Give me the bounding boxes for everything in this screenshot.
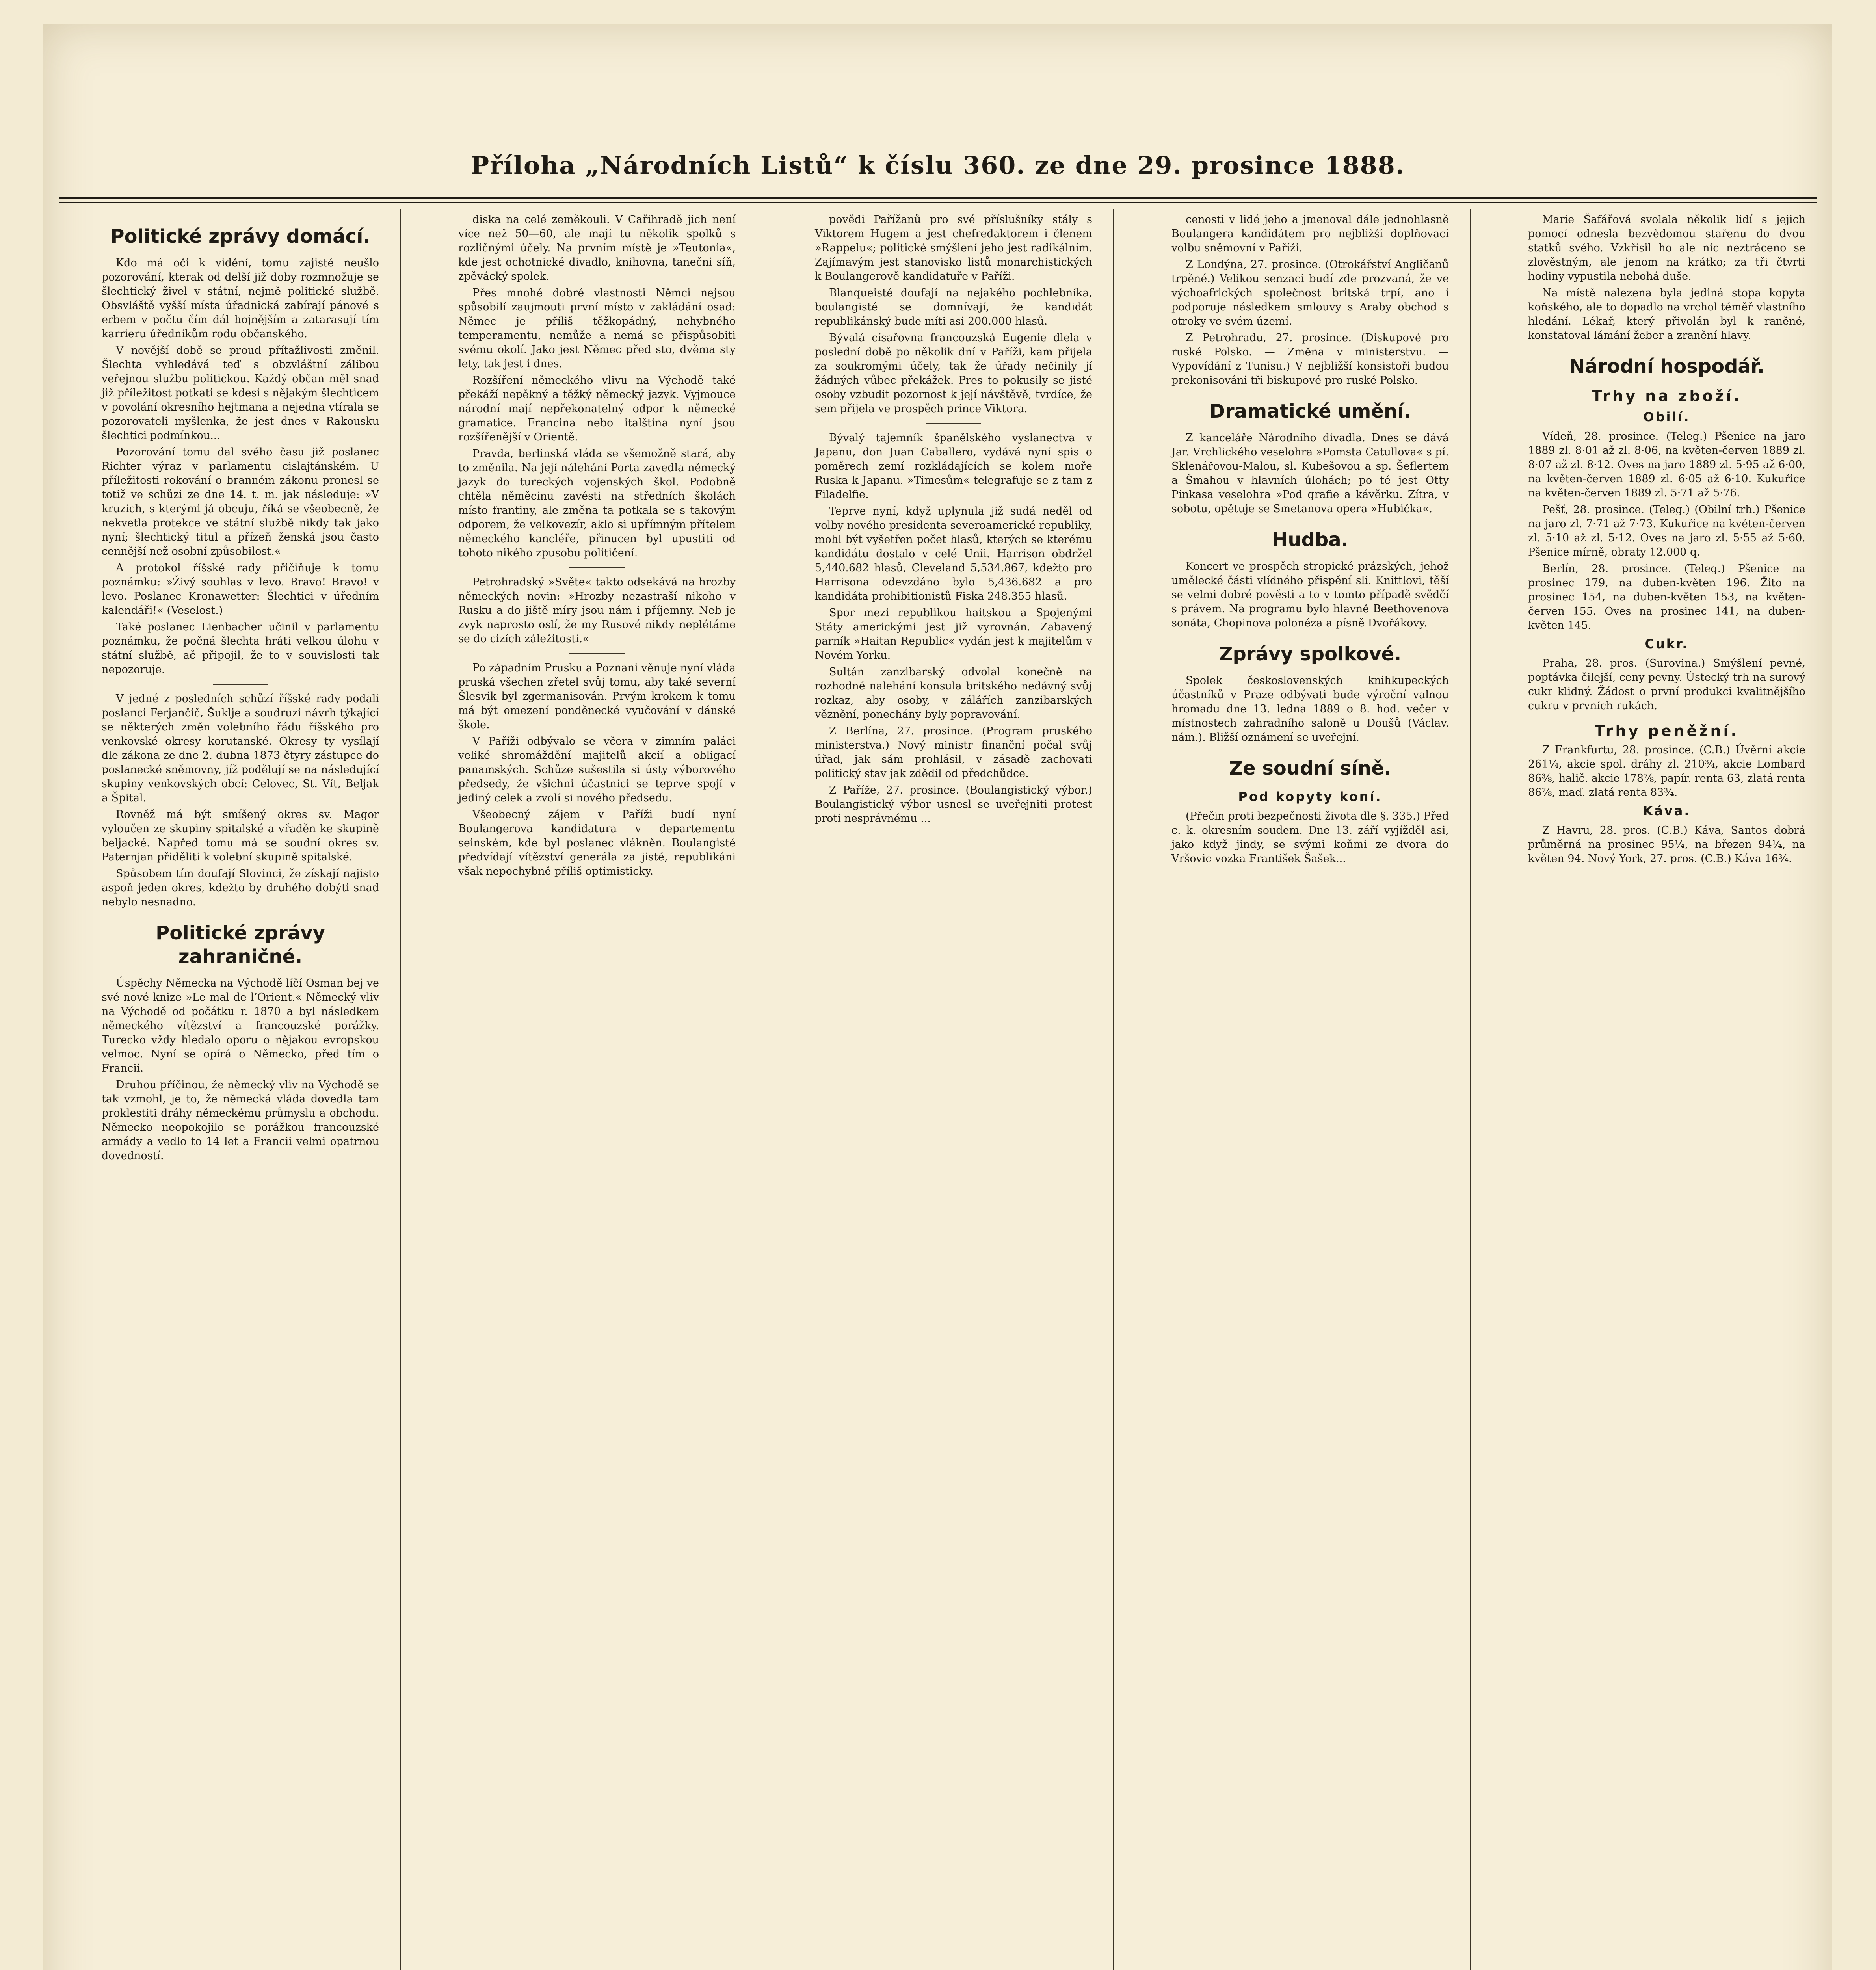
article-paragraph: Spolek československých knihkupeckých účastníků v Praze odbývati bude výroční valnou hromadu dne 13. ledna 1889 o 8. hod. večer v místnostech zahradního saloně u Doušů (Václav. nám.). Bližší oznámení se uveřejní. bbox=[1171, 675, 1449, 743]
column-divider bbox=[400, 209, 401, 1970]
article-paragraph: Z Havru, 28. pros. (C.B.) Káva, Santos dobrá průměrná na prosinec 95¼, na březen 94¼, na květen 94. Nový York, 27. pros. (C.B.) Káva 16¾. bbox=[1528, 824, 1805, 865]
article-paragraph: (Přečin proti bezpečnosti života dle §. 335.) Před c. k. okresním soudem. Dne 13. září vyjížděl asi, jako když jindy, se svými koňmi ze dvora do Vršovic vozka František Šašek... bbox=[1171, 810, 1449, 865]
heading-music: Hudba. bbox=[1272, 529, 1348, 551]
column-5 bbox=[1525, 209, 1809, 1970]
heading-societies: Zprávy spolkové. bbox=[1219, 643, 1402, 665]
article-paragraph: Po západním Prusku a Poznani věnuje nyní vláda pruská všechen zřetel svůj tomu, aby také severní Šlesvik byl zgermanisován. Prvým krokem k tomu má být omezení ponděnecké vyučování v dánské škole. bbox=[458, 662, 736, 731]
article-paragraph: povědi Pařížanů pro své příslušníky stály s Viktorem Hugem a jest chefredaktorem i členem »Rappelu«; politické smýšlení jeho jest radikálním. Zajímavým jest stanovisko listů monarchistických k Boulangerově kandidatuře v Paříži. bbox=[815, 214, 1092, 282]
article-paragraph: Pozorování tomu dal svého času již poslanec Richter výraz v parlamentu cislajtánském. U příležitosti rokování o branném zákonu pronesl se totiž ve schůzi ze dne 14. t. m. jak následuje: »V kruzích, s kterými já obcuju, říká se všeobecně, že nekvetla protekce ve státní službě nikdy tak jako nyní; šlechtický titul a přízeň ženská jsou často cennější než osobní způsobilost.« bbox=[102, 446, 379, 558]
article-paragraph: Praha, 28. pros. (Surovina.) Smýšlení pevné, poptávka čilejší, ceny pevny. Ústecký trh na surový cukr klidný. Žádost o první produkci kvalitnějšího cukru v prvních rukách. bbox=[1528, 657, 1805, 712]
subheading-markets: Trhy na zboží. bbox=[1592, 387, 1742, 405]
article-paragraph: Pravda, berlinská vláda se všemožně stará, aby to změnila. Na její nálehání Porta zavedla německý jazyk do tureckých vojenských škol. Podobně chtěla něměcinu zavésti na středních školách místo frantiny, ale změna ta potkala se s takovým odporem, že velkovezír, aklo si upřímným přítelem německého kancléře, přinucen byl upustiti od tohoto nikého zpusobu političení. bbox=[458, 448, 736, 559]
article-paragraph: Z kanceláře Národního divadla. Dnes se dává Jar. Vrchlického veselohra »Pomsta Catullova« s pí. Sklenářovou-Malou, sl. Kubešovou a sp. Šeflertem a Šmahou v hlavních úlohách; po té jest Otty Pinkasa veselohra »Pod grafie a kávěrku. Zítra, v sobotu, opětuje se Smetanova opera »Hubička«. bbox=[1171, 432, 1449, 515]
subheading-sugar: Cukr. bbox=[1645, 636, 1689, 651]
subheading-court: Pod kopyty koní. bbox=[1238, 789, 1382, 804]
article-paragraph: Úspěchy Německa na Východě líčí Osman bej ve své nové knize »Le mal de l’Orient.« Německý vliv na Východě od počátku r. 1870 a byl následkem německého vítězství a francouzské porážky. Turecko vždy hledalo oporu o nějakou evropskou velmoc. Nyní se opírá o Německo, před tím o Francii. bbox=[102, 977, 379, 1074]
separator bbox=[926, 423, 981, 424]
article-paragraph: Na místě nalezena byla jediná stopa kopyta koňského, ale to dopadlo na vrchol téměř vlastního hledání. Lékař, který přivolán byl k raněné, konstatoval lámání žeber a zranění hlavy. bbox=[1528, 287, 1805, 342]
article-paragraph: Berlín, 28. prosince. (Teleg.) Pšenice na prosinec 179, na duben-květen 196. Žito na prosinec 154, na duben-květen 153, na květen-červen 155. Oves na prosinec 141, na duben-květen 145. bbox=[1528, 563, 1805, 632]
article-paragraph: Kdo má oči k vidění, tomu zajisté neušlo pozorování, kterak od delší již doby rozmnožuje se šlechtický živel v státní, nejmě politické službě. Obsvláště vyšší místa úřadnická zabírají pánové s erbem v počtu čím dál hojnějším a zatarasují tím karrieru úředníkům rodu občanského. bbox=[102, 257, 379, 340]
article-paragraph: V Paříži odbývalo se včera v zimním paláci veliké shromáždění majitelů akcií a obligací panamských. Schůze sušestila si ústy výborového předsedy, že všichni účastníci se teprve spojí v jediný celek a zvolí si nového předsedu. bbox=[458, 735, 736, 804]
article-paragraph: Z Berlína, 27. prosince. (Program pruského ministerstva.) Nový ministr finanční počal svůj úřad, jak sám prohlásil, v zásadě zachovati politický stav jak zdědil od předchůdce. bbox=[815, 725, 1092, 780]
masthead-rule-thin bbox=[59, 202, 1817, 203]
column-4 bbox=[1168, 209, 1452, 1970]
masthead-title: Příloha „Národních Listů“ k číslu 360. ze dne 29. prosince 1888. bbox=[470, 151, 1405, 180]
masthead bbox=[43, 142, 1832, 189]
article-paragraph: Blanqueisté doufají na nejakého pochlebníka, boulangisté se domnívají, že kandidát republikánský bude míti asi 200.000 hlasů. bbox=[815, 287, 1092, 327]
heading-economy: Národní hospodář. bbox=[1569, 355, 1764, 377]
article-paragraph: Sultán zanzibarský odvolal konečně na rozhodné nalehání konsula britského nedávný svůj rozkaz, aby osoby, v zálářích zanzibarských věznění, ponechány byly popravování. bbox=[815, 666, 1092, 721]
article-paragraph: Spor mezi republikou haitskou a Spojenými Státy americkými jest již vyrovnán. Zabavený parník »Haitan Republic« vydán jest k majitelům v Novém Yorku. bbox=[815, 607, 1092, 662]
article-paragraph: Z Paříže, 27. prosince. (Boulangistický výbor.) Boulangistický výbor usnesl se uveřejniti protest proti nesprávnému ... bbox=[815, 784, 1092, 825]
column-2 bbox=[455, 209, 739, 1970]
masthead-rule bbox=[59, 197, 1817, 199]
article-paragraph: V jedné z posledních schůzí říšské rady podali poslanci Ferjančič, Šuklje a soudruzi návrh týkající se některých změn volebního řádu říšského pro venkovské okresy korutanské. Okresy ty vysílají dle zákona ze dne 2. dubna 1873 čtyry zástupce do poslanecké sněmovny, jíž podělují se na následující skupiny venkovských obcí: Celovec, St. Vít, Beljak a Špital. bbox=[102, 693, 379, 804]
subheading-money-markets: Trhy peněžní. bbox=[1595, 722, 1739, 740]
heading-foreign-politics: Politické zprávy zahraničné. bbox=[156, 922, 325, 968]
column-divider bbox=[1113, 209, 1114, 1970]
heading-domestic-politics: Politické zprávy domácí. bbox=[110, 225, 370, 247]
article-paragraph: Všeobecný zájem v Paříži budí nyní Boulangerova kandidatura v departementu seinském, kde byl poslanec vlákněn. Boulangisté předvídají vítězství generála za jisté, republikáni však nepochybně příliš optimisticky. bbox=[458, 808, 736, 877]
article-paragraph: Z Londýna, 27. prosince. (Otrokářství Angličanů trpěné.) Velikou senzaci budí zde prozvaná, že ve výchoafrických společnost britská trpí, ano i podporuje následkem smlouvy s Araby obchod s otroky ve svém území. bbox=[1171, 258, 1449, 327]
article-paragraph: Koncert ve prospěch stropické prázských, jehož umělecké části vlídného přispění sli. Knittlovi, těší se velmi dobré pověsti a to v tomto případě svědčí s právem. Na programu bylo hlavně Beethovenova sonáta, Chopinova polonéza a písně Dvořákovy. bbox=[1171, 560, 1449, 629]
article-paragraph: Druhou příčinou, že německý vliv na Východě se tak vzmohl, je to, že německá vláda dovedla tam proklestiti dráhy německému průmyslu a obchodu. Německo neopokojilo se porážkou francouzské armády a vedlo to 14 let a Francii velmi opatrnou dovedností. bbox=[102, 1079, 379, 1162]
separator bbox=[569, 567, 625, 568]
article-paragraph: Z Frankfurtu, 28. prosince. (C.B.) Úvěrní akcie 261¼, akcie spol. dráhy zl. 210¾, akcie Lombard 86⅜, halič. akcie 178⅞, papír. renta 63, zlatá renta 86⅞, maď. zlatá renta 83¾. bbox=[1528, 744, 1805, 799]
subheading-grain: Obilí. bbox=[1643, 409, 1690, 424]
heading-drama: Dramatické umění. bbox=[1209, 400, 1411, 422]
article-paragraph: cenosti v lidé jeho a jmenoval dále jednohlasně Boulangera kandidátem pro nejbližší doplňovací volbu sněmovní v Paříži. bbox=[1171, 214, 1449, 254]
heading-court: Ze soudní síně. bbox=[1229, 757, 1391, 779]
article-paragraph: Marie Šafářová svolala několik lidí s jejich pomocí odnesla bezvědomou stařenu do dvou statků svého. Vzkřísil ho ale nic neztráceno se zlověstným, ale jenom na krátko; za tři čtvrti hodiny vypustila nebohá duše. bbox=[1528, 214, 1805, 282]
article-paragraph: Rovněž má být smíšený okres sv. Magor vyloučen ze skupiny spitalské a vřaděn ke skupině beljacké. Napřed tomu má se soudní okres sv. Paternjan přiděliti k volební skupině spitalské. bbox=[102, 808, 379, 863]
article-paragraph: Bývalá císařovna francouzská Eugenie dlela v poslední době po několik dní v Paříži, kam přijela za soukromými účely, tak že úřady nečinily jí žádných vůbec překážek. Pres to pokusily se jisté osoby vzbudit pozornost k její návštěvě, tvrdíce, že sem přijela ve prospěch prince Viktora. bbox=[815, 332, 1092, 415]
article-paragraph: Z Petrohradu, 27. prosince. (Diskupové pro ruské Polsko. — Změna v ministerstvu. — Vypovídání z Tunisu.) V nejbližší konsistoři budou prekonisováni tři biskupové pro ruské Polsko. bbox=[1171, 332, 1449, 387]
article-paragraph: Petrohradský »Světe« takto odsekává na hrozby německých novin: »Hrozby nezastraší nikoho v Rusku a do jiště míry jsou nám i příjemny. Neb je zvyk naprosto oslí, že my Rusové nikdy neplétáme se do cizích záležitostí.« bbox=[458, 576, 736, 645]
article-paragraph: Pešť, 28. prosince. (Teleg.) (Obilní trh.) Pšenice na jaro zl. 7·71 až 7·73. Kukuřice na květen-červen zl. 5·10 až zl. 5·12. Oves na jaro zl. 5·55 až 5·60. Pšenice mírně, obraty 12.000 q. bbox=[1528, 504, 1805, 558]
article-paragraph: Spůsobem tím doufají Slovinci, že získají najisto aspoň jeden okres, kdežto by druhého dobýti snad nebylo nesnadno. bbox=[102, 868, 379, 908]
article-paragraph: Rozšíření německého vlivu na Východě také překáží nepěkný a těžký německý jazyk. Vyjmouce národní mají nepřekonatelný odpor k německé gramatice. Francina nebo italština nyní jsou rozšířenější v Orientě. bbox=[458, 374, 736, 443]
article-paragraph: diska na celé zeměkouli. V Cařihradě jich není více než 50—60, ale mají tu několik spolků s rozličnými účely. Na prvním místě je »Teutonia«, kde jest ochotnické divadlo, knihovna, tanečni síň, zpěvácký spolek. bbox=[458, 214, 736, 282]
newspaper-page bbox=[43, 24, 1832, 1970]
article-paragraph: Také poslanec Lienbacher učinil v parlamentu poznámku, že počná šlechta hráti velkou úlohu v státní službě, ač připojil, že to v souvislosti tak nepozoruje. bbox=[102, 621, 379, 676]
column-1 bbox=[99, 209, 382, 1970]
column-divider bbox=[1470, 209, 1471, 1970]
column-3 bbox=[812, 209, 1095, 1970]
article-paragraph: Přes mnohé dobré vlastnosti Němci nejsou spůsobilí zaujmouti první místo v zakládání osad: Němec je příliš těžkopádný, nehybného temperamentu, nemůže a nemá se přispůsobiti svému okolí. Jako jest Němec před sto, dvěma sty lety, tak jest i dnes. bbox=[458, 287, 736, 370]
article-paragraph: A protokol říšské rady přičiňuje k tomu poznámku: »Živý souhlas v levo. Bravo! Bravo! v levo. Poslanec Kronawetter: Šlechtici v úředním kalendáři!« (Veselost.) bbox=[102, 562, 379, 617]
article-paragraph: Bývalý tajemník španělského vyslanectva v Japanu, don Juan Caballero, vydává nyní spis o poměrech zemí rozkládajících se kolem moře Ruska k Japanu. »Timesům« telegrafuje se z tam z Filadelfie. bbox=[815, 432, 1092, 501]
article-paragraph: Vídeň, 28. prosince. (Teleg.) Pšenice na jaro 1889 zl. 8·01 až zl. 8·06, na květen-červen 1889 zl. 8·07 až zl. 8·12. Oves na jaro 1889 zl. 5·95 až 6·00, na květen-červen 1889 zl. 6·05 až 6·10. Kukuřice na květen-červen 1889 zl. 5·71 až 5·76. bbox=[1528, 430, 1805, 499]
article-paragraph: V novější době se proud přítažlivosti změnil. Šlechta vyhledává teď s obzvláštní zálibou veřejnou službu politickou. Každý občan měl snad již příležitost potkati se kdesi s nějakým šlechticem v povolání okresního hejtmana a nejedna vtírala se pozorovateli myšlenka, že jest dnes v Rakousku šlechtici podmínkou... bbox=[102, 344, 379, 442]
subheading-coffee: Káva. bbox=[1643, 803, 1691, 818]
separator bbox=[569, 653, 625, 654]
article-paragraph: Teprve nyní, když uplynula již sudá neděl od volby nového presidenta severoamerické republiky, mohl být vyšetřen počet hlasů, kterých se kterému kandidátu dostalo v celé Unii. Harrison obdržel 5,440.682 hlasů, Cleveland 5,534.867, kdežto pro Harrisona odevzdáno bylo 5,436.682 a pro kandidáta prohibitionistů Fiska 248.355 hlasů. bbox=[815, 505, 1092, 602]
separator bbox=[213, 684, 268, 685]
